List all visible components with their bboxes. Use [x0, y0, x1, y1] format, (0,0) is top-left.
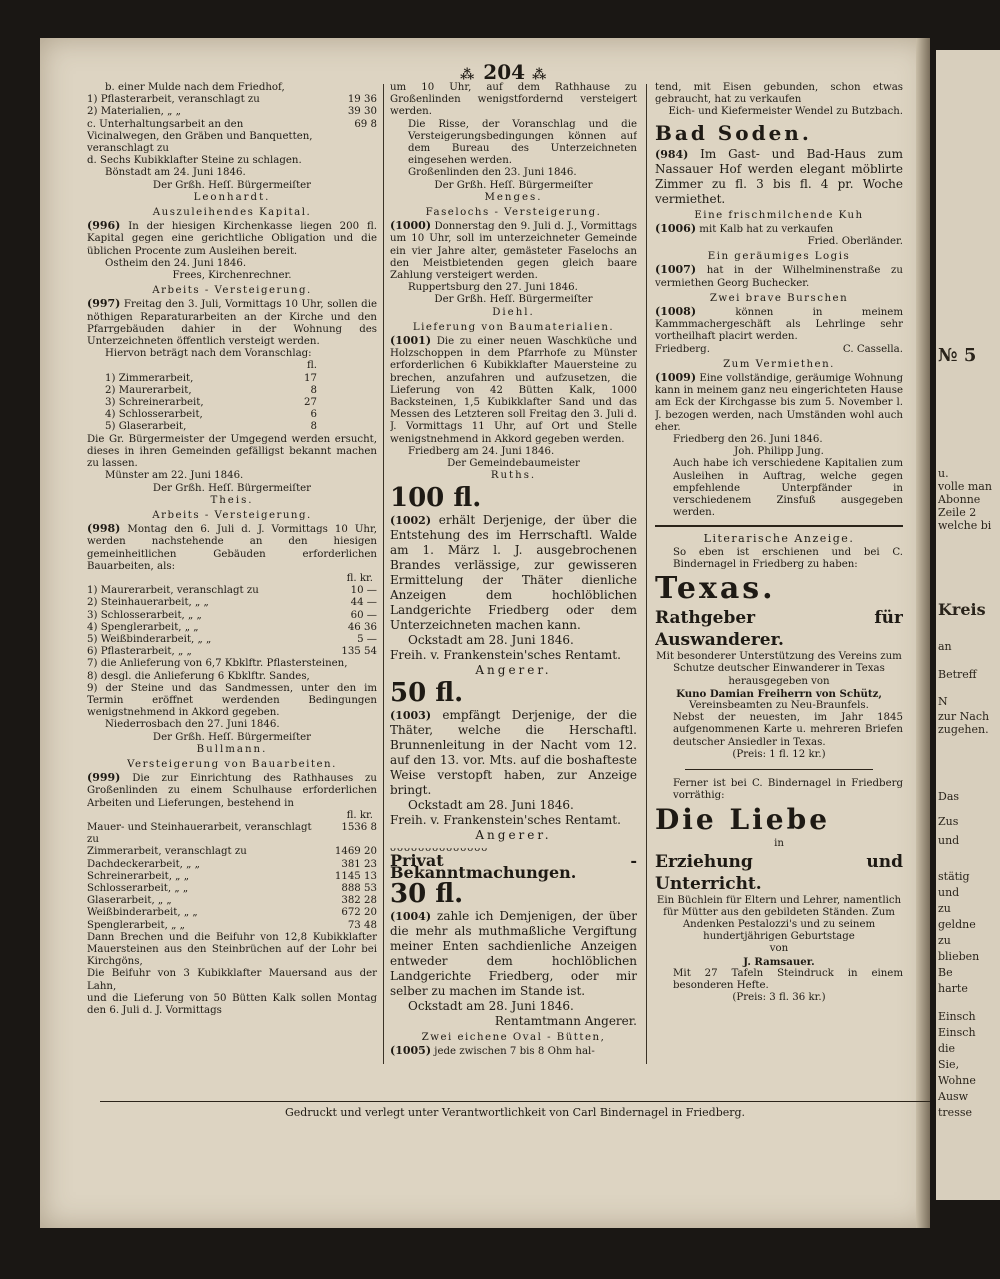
cost-row: Schreinerarbeit, „ „ 1145 13 — [87, 870, 377, 882]
notice-1000: (1000) Donnerstag den 9. Juli d. J., Vormittags um 10 Uhr, soll im unterzeichneter Gemeinde ein vier Jahre alter, gemästeter Faselochs an den Meistbietenden gegen gleich baare Zahlung versteigert werden. — [390, 219, 637, 282]
column-2 — [390, 82, 637, 1070]
reward-heading: 30 fl. — [390, 879, 464, 910]
signature: Fried. Oberländer. — [807, 236, 903, 248]
divider — [685, 769, 873, 770]
column-rule-2 — [646, 84, 647, 1064]
imprint-footer: Gedruckt und verlegt unter Verantwortlichkeit von Carl Bindernagel in Friedberg. — [100, 1101, 930, 1119]
section-heading: Zum Vermiethen. — [723, 358, 835, 370]
cost-list-998 — [87, 585, 377, 658]
adjacent-page-text: zugehen. — [938, 723, 989, 736]
ornament-left: ⁂ — [460, 67, 477, 83]
signature-name: Angerer. — [475, 662, 552, 677]
adjacent-page-text: zu — [938, 902, 951, 915]
notice-998: (998) Montag den 6. Juli d. J. Vormittags 10 Uhr, werden nachstehende an den hiesigen gemeinheitlichen Gebäuden erforderlichen Bauarbeiten, als: — [87, 522, 377, 572]
signature-title: Der Grßh. Heſſ. Bürgermeiſter — [152, 731, 312, 743]
adjacent-page-text: Wohne — [938, 1074, 976, 1087]
cost-row: 2) Steinhauerarbeit, „ „ 44 — — [87, 597, 377, 609]
adjacent-page-text: Abonne — [938, 493, 981, 506]
notice-1006: (1006) mit Kalb hat zu verkaufen — [655, 221, 834, 235]
signature-name: Menges. — [484, 191, 543, 203]
cost-row: 1) Zimmerarbeit, 17 — [105, 372, 317, 384]
signature-title: Freih. v. Frankenstein'sches Rentamt. — [390, 647, 621, 662]
cost-row: 5) Glaserarbeit, 8 — [105, 421, 317, 433]
book-author: J. Ramsauer. — [743, 955, 815, 968]
section-heading: Arbeits - Versteigerung. — [152, 285, 312, 297]
intro-line: b. einer Mulde nach dem Friedhof, — [105, 82, 285, 93]
notice-1004: (1004) zahle ich Demjenigen, der über die mehr als muthmaßliche Vergiftung meiner Enten sachdienliche Anzeigen entweder dem hochlöblichen Landgerichte Friedberg, oder mir selber zu machen im Stande ist. — [390, 909, 637, 999]
cost-row: Glaserarbeit, „ „ 382 28 — [87, 895, 377, 907]
signature-title: Der Gemeindebaumeister — [447, 458, 580, 470]
notice-1007: (1007) hat in der Wilhelminenstraße zu vermiethen Georg Buchecker. — [655, 263, 903, 289]
cost-list-1 — [87, 94, 377, 118]
adjacent-page-text: welche bi — [938, 519, 992, 532]
book-title-texas: Texas. — [655, 571, 776, 607]
adjacent-page-text: Sie, — [938, 1058, 960, 1071]
place-date: Friedberg den 26. Juni 1846. — [673, 434, 823, 446]
book-author-role: Vereinsbeamten zu Neu-Braunfels. — [689, 699, 869, 711]
signature: C. Cassella. — [842, 343, 903, 355]
column-rule-1 — [383, 84, 384, 1064]
place-date: Bönstadt am 24. Juni 1846. — [105, 167, 246, 179]
private-announcements-heading: Privat - Bekanntmachungen. — [390, 850, 637, 882]
place-date: Münster am 22. Juni 1846. — [105, 470, 244, 482]
cost-row: Dachdeckerarbeit, „ „ 381 23 — [87, 858, 377, 870]
book-price: (Preis: 3 fl. 36 kr.) — [732, 992, 826, 1004]
adjacent-page-fragment — [936, 50, 1000, 1200]
adjacent-page-text: geldne — [938, 918, 976, 931]
book-title-liebe: Die Liebe — [655, 803, 831, 837]
unit-label: fl. kr. — [346, 809, 373, 821]
adjacent-page-text: № 5 — [938, 345, 977, 366]
section-heading: Faselochs - Versteigerung. — [425, 207, 602, 219]
notice-1005-cont: tend, mit Eisen gebunden, schon etwas gebraucht, hat zu verkaufen — [655, 82, 903, 106]
adjacent-page-text: Be — [938, 966, 953, 979]
adjacent-page-text: zur Nach — [938, 710, 990, 723]
notice-998-item7: 7) die Anlieferung von 6,7 Kbklftr. Pflastersteinen, — [87, 658, 348, 670]
signature-name: Diehl. — [492, 306, 535, 318]
notice-999-cont: Die Beifuhr von 3 Kubikklafter Mauersand aus der Lahn, — [87, 968, 377, 992]
section-heading: Zwei brave Burschen — [709, 292, 849, 304]
notice-999-end: um 10 Uhr, auf dem Rathhause zu Großenlinden wenigstfordernd versteigert werden. — [390, 82, 637, 118]
place-date: Ockstadt am 28. Juni 1846. — [408, 632, 574, 647]
adjacent-page-text: Ausw — [938, 1090, 969, 1103]
signature-title: Der Grßh. Heſſ. Bürgermeiſter — [152, 482, 312, 494]
place-date: Niederrosbach den 27. Juni 1846. — [105, 719, 280, 731]
cost-row: 3) Schlosserarbeit, „ „ 60 — — [87, 609, 377, 621]
book-note: Nebst der neuesten, im Jahr 1845 aufgenommenen Karte u. mehreren Briefen deutscher Ansiedler in Texas. — [673, 712, 903, 748]
ornament-divider: ᴗᴗᴗᴗᴗᴗᴗᴗᴗᴗᴗᴗᴗᴗ — [390, 842, 489, 854]
signature-name: Leonhardt. — [193, 191, 271, 203]
book-subtitle: Rathgeber für Auswanderer. — [655, 608, 903, 651]
adjacent-page-text: die — [938, 1042, 956, 1055]
adjacent-page-text: blieben — [938, 950, 980, 963]
notice-996: (996) In der hiesigen Kirchenkasse liegen 200 fl. Kapital gegen eine gerichtliche Obligation und die üblichen Procente zum Ausleihen bereit. — [87, 219, 377, 257]
book-desc: Ein Büchlein für Eltern und Lehrer, namentlich für Mütter aus den gebildeten Ständen. Zum Andenken Pestalozzi's und zu seinem hundertjährigen Geburtstage — [656, 894, 902, 943]
notice-1003: (1003) empfängt Derjenige, der die Thäter, welche die Herschaftl. Brunnenleitung in der Nacht vom 12. auf den 13. vor. Mts. auf die boshafteste Weise verstopft haben, zur Anzeige bringt. — [390, 707, 637, 797]
notice-999-cont: Dann Brechen und die Beifuhr von 12,8 Kubikklafter Mauersteinen aus den Steinbrüchen auf der Lohr bei Kirchgöns, — [87, 931, 377, 968]
place-date: Friedberg am 24. Juni 1846. — [408, 445, 555, 457]
cost-row: 1) Maurerarbeit, veranschlagt zu 10 — — [87, 585, 377, 597]
adjacent-page-text: Einsch — [938, 1010, 976, 1023]
section-heading: Versteigerung von Bauarbeiten. — [127, 758, 337, 770]
notice-997-intro: Hiervon beträgt nach dem Voranschlag: — [105, 348, 312, 360]
adjacent-page-text: an — [938, 640, 952, 653]
book-note: Mit 27 Tafeln Steindruck in einem besonderen Hefte. — [673, 967, 903, 991]
cost-row: 4) Spenglerarbeit, „ „ 46 36 — [87, 621, 377, 633]
signature-name: Angerer. — [475, 827, 552, 842]
reward-heading: 100 fl. — [390, 482, 482, 513]
signature-title: Freih. v. Frankenstein'sches Rentamt. — [390, 812, 621, 827]
cost-row: Weißbinderarbeit, „ „ 672 20 — [87, 907, 377, 919]
notice-998-item9: 9) der Steine und das Sandmessen, unter den im Termin eröffnet werdenden Bedingungen wenigstnehmend in Akkord gegeben. — [87, 682, 377, 719]
adjacent-page-text: volle man — [938, 480, 992, 493]
cost-row: Spenglerarbeit, „ „ 73 48 — [87, 919, 377, 931]
notice-1005: (1005) jede zwischen 7 bis 8 Ohm hal- — [390, 1044, 595, 1058]
notice-997: (997) Freitag den 3. Juli, Vormittags 10 Uhr, sollen die nöthigen Reparaturarbeiten an der Kirche und den Pfarrgebäuden dahier in der Wohnung des Unterzeichneten öffentlich versteigt werden. — [87, 297, 377, 348]
cost-row: Mauer- und Steinhauerarbeit, veranschlagt zu 1536 8 — [87, 821, 377, 846]
section-heading: Auszuleihendes Kapital. — [152, 207, 312, 219]
adjacent-page-text: Einsch — [938, 1026, 976, 1039]
cost-row: 5) Weißbinderarbeit, „ „ 5 — — [87, 633, 377, 645]
book-author: Kuno Damian Freiherrn von Schütz, — [676, 687, 882, 700]
notice-1009-addendum: Auch habe ich verschiedene Kapitalien zum Ausleihen in Auftrag, welche gegen empfehlende Unterpfänder in verschiedenem Zinsfuß ausgegeben werden. — [673, 458, 903, 519]
notice-1001: (1001) Die zu einer neuen Waschküche und Holzschoppen in dem Pfarrhofe zu Münster erforderlichen 6 Kubikklafter Mauersteine zu brechen, anzufahren und aufzusetzen, die Lieferung von 42 Bütten Kalk, 1000 Backsteinen, 1,5 Kubikklafter Sand und das Messen des Letzteren soll Freitag den 3. Juli d. J. Vormittags 11 Uhr, auf Ort und Stelle wenigstnehmend in Akkord gegeben werden. — [390, 334, 637, 445]
notice-1002: (1002) erhält Derjenige, der über die Entstehung des im Herrschaftl. Walde am 1. März l. J. ausgebrochenen Brandes verlässige, zur gewisseren Ermittelung der Thäter dienliche Anzeigen dem hochlöblichen Landgerichte Friedberg oder dem Unterzeichneten machen kann. — [390, 512, 637, 632]
place-date: Ockstadt am 28. Juni 1846. — [408, 999, 574, 1014]
signature-name: Bullmann. — [196, 743, 268, 755]
cost-list-999 — [87, 846, 377, 931]
place: Friedberg. — [655, 343, 710, 355]
d-line: d. Sechs Kubikklafter Steine zu schlagen. — [87, 155, 302, 167]
signature-title: Der Grßh. Heſſ. Bürgermeiſter — [152, 179, 312, 191]
notice-998-item8: 8) desgl. die Anlieferung 6 Kbklftr. Sandes, — [87, 670, 310, 682]
adjacent-page-text: Kreis — [938, 600, 986, 619]
notice-999: (999) Die zur Einrichtung des Rathhauses zu Großenlinden zu einem Schulhause erforderlichen Arbeiten und Lieferungen, bestehend in — [87, 771, 377, 809]
book-price: (Preis: 1 fl. 12 kr.) — [732, 748, 826, 760]
adjacent-page-text: Das — [938, 790, 960, 803]
cost-row: 3) Schreinerarbeit, 27 — [105, 397, 317, 409]
reward-heading: 50 fl. — [390, 677, 464, 708]
book-von: von — [769, 943, 789, 955]
bad-soden-heading: Bad Soden. — [655, 120, 812, 145]
notice-984: (984) Im Gast- und Bad-Haus zum Nassauer Hof werden elegant möblirte Zimmer zu fl. 3 bis fl. 4 pr. Woche vermiethet. — [655, 146, 903, 206]
literary-intro-2: Ferner ist bei C. Bindernagel in Friedberg vorräthig: — [673, 777, 903, 802]
notice-999-note: Die Risse, der Voranschlag und die Versteigerungsbedingungen können auf dem Bureau des Unterzeichneten eingesehen werden. — [408, 118, 637, 167]
cost-row: 4) Schlosserarbeit, 6 — [105, 409, 317, 421]
page-number — [460, 60, 548, 84]
place-date: Ockstadt am 28. Juni 1846. — [408, 797, 574, 812]
place-date: Ruppertsburg den 27. Juni 1846. — [408, 282, 578, 294]
notice-1008: (1008) können in meinem Kammmachergeschäft als Lehrlinge sehr vortheilhaft placirt werden. — [655, 305, 903, 343]
cost-row: 6) Pflasterarbeit, „ „ 135 54 — [87, 646, 377, 658]
place-signature-row — [655, 344, 903, 356]
notice-997-request: Die Gr. Bürgermeister der Umgegend werden ersucht, dieses in ihren Gemeinden gefälligst bekannt machen zu lassen. — [87, 433, 377, 470]
adjacent-page-text: zu — [938, 934, 951, 947]
signature-title: Der Grßh. Heſſ. Bürgermeiſter — [434, 294, 593, 306]
signature: Joh. Philipp Jung. — [734, 446, 824, 458]
book-desc: Mit besonderer Unterstützung des Vereins zum Schutze deutscher Einwanderer in Texas herausgegeben von — [656, 651, 902, 687]
adjacent-page-text: stätig — [938, 870, 970, 883]
cost-row: Schlosserarbeit, „ „ 888 53 — [87, 883, 377, 894]
place-date: Ostheim den 24. Juni 1846. — [105, 257, 247, 269]
signature: Rentamtmann Angerer. — [494, 1014, 637, 1029]
signature-title: Der Grßh. Heſſ. Bürgermeiſter — [434, 179, 593, 191]
unit-label: fl. — [306, 360, 317, 372]
place-date: Großenlinden den 23. Juni 1846. — [408, 167, 577, 179]
section-heading: Zwei eichene Oval - Bütten, — [421, 1032, 606, 1044]
adjacent-page-text: u. — [938, 467, 949, 480]
signature-name: Ruths. — [490, 470, 537, 482]
notice-999-cont: und die Lieferung von 50 Bütten Kalk sollen Montag den 6. Juli d. J. Vormittags — [87, 992, 377, 1017]
signature: Frees, Kirchenrechner. — [172, 270, 292, 282]
adjacent-page-text: harte — [938, 982, 968, 995]
page-number-value: 204 — [483, 60, 526, 84]
signature: Eich- und Kiefermeister Wendel zu Butzbach. — [668, 106, 903, 118]
book-subtitle: Erziehung und Unterricht. — [655, 851, 903, 894]
adjacent-page-text: und — [938, 834, 960, 847]
book-title-in: in — [774, 838, 784, 850]
adjacent-page-text: Zus — [938, 815, 959, 828]
adjacent-page-text: tresse — [938, 1106, 972, 1119]
ornament-right: ⁂ — [532, 67, 549, 83]
signature-name: Theis. — [210, 494, 254, 506]
literary-intro: So eben ist erschienen und bei C. Bindernagel in Friedberg zu haben: — [673, 546, 903, 570]
adjacent-page-text: N — [938, 695, 948, 708]
page-gutter — [916, 38, 930, 1228]
divider — [655, 525, 903, 527]
column-3 — [655, 82, 903, 1070]
section-heading: Eine frischmilchende Kuh — [694, 209, 864, 221]
cost-row-c: c. Unterhaltungsarbeit an den Vicinalwegen, den Gräben und Banquetten, veranschlagt zu 69 8 — [87, 118, 377, 155]
unit-label: fl. kr. — [346, 572, 373, 584]
notice-1009: (1009) Eine vollständige, geräumige Wohnung kann in meinem ganz neu eingerichteten Hause am Eck der Kirchgasse bis zum 5. November l. J. bezogen werden, nach Umständen wohl auch eher. — [655, 371, 903, 433]
column-1 — [87, 82, 377, 1070]
cost-row: 2) Materialien, „ „ 39 30 — [87, 106, 377, 118]
cost-row: 2) Maurerarbeit, 8 — [105, 384, 317, 396]
cost-list-997 — [87, 373, 377, 434]
cost-row: Zimmerarbeit, veranschlagt zu 1469 20 — [87, 846, 377, 858]
section-heading: Arbeits - Versteigerung. — [152, 509, 312, 521]
section-heading: Ein geräumiges Logis — [707, 251, 851, 263]
adjacent-page-text: Zeile 2 — [938, 506, 977, 519]
section-heading: Lieferung von Baumaterialien. — [412, 321, 615, 333]
adjacent-page-text: Betreff — [938, 668, 977, 681]
adjacent-page-text: und — [938, 886, 960, 899]
cost-row: 1) Pflasterarbeit, veranschlagt zu 19 36 — [87, 94, 377, 106]
literary-heading: Literarische Anzeige. — [703, 532, 855, 546]
